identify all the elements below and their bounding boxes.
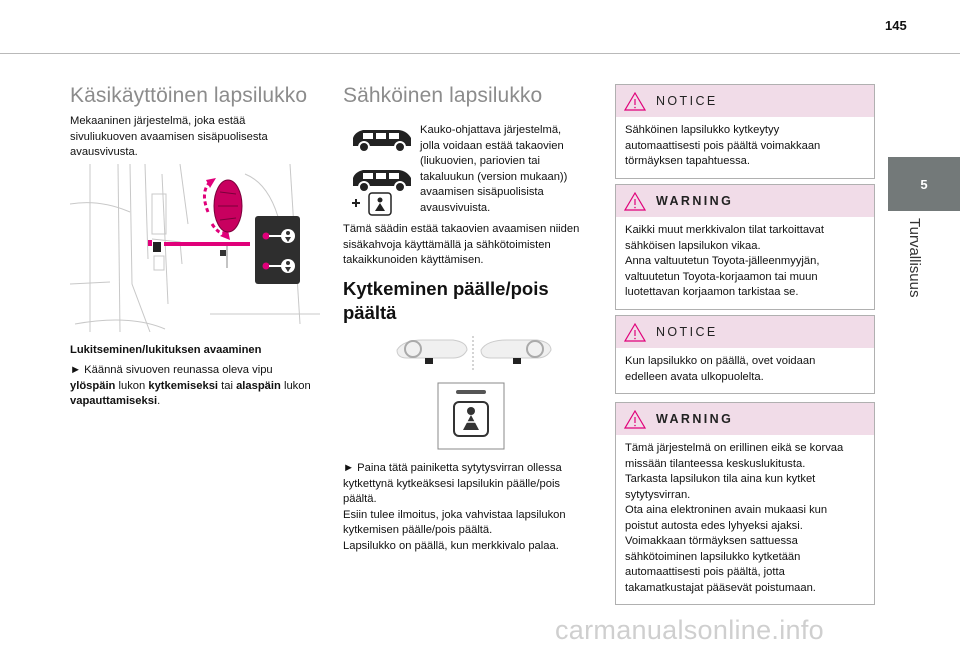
caution-triangle-icon — [624, 91, 646, 111]
warning-box — [615, 402, 875, 605]
warning-triangle-icon — [624, 409, 646, 429]
caution-triangle-icon — [624, 322, 646, 342]
watermark: carmanualsonline.info — [555, 615, 824, 645]
emphasis: alaspäin — [236, 379, 281, 392]
notice-box — [615, 315, 875, 394]
instruction-line: kytkettynä kytkeäksesi lapsilukin päälle/pois — [343, 477, 561, 490]
box-line: automaattisesti pois päältä, jotta — [625, 566, 785, 578]
child-lock-button-icon[interactable] — [437, 382, 505, 450]
box-line: Voimakkaan törmäyksen sattuessa — [625, 535, 798, 547]
notice-label: NOTICE — [656, 325, 718, 339]
box-line: Anna valtuutetun Toyota-jälleenmyyjän, — [625, 255, 820, 267]
heading-line: päältä — [343, 302, 397, 323]
box-line: poistut autosta edes lyhyeksi ajaksi. — [625, 519, 803, 532]
instruction-line: ► Käännä sivuoven reunassa oleva vipu — [70, 364, 273, 376]
heading-line: Kytkeminen päälle/pois — [343, 278, 549, 299]
warning-box — [615, 184, 875, 310]
dashboard-location-illustration — [393, 336, 555, 370]
instruction-line — [70, 379, 332, 395]
electric-child-lock-title: Sähköinen lapsilukko — [343, 84, 543, 107]
warning-triangle-icon — [624, 191, 646, 211]
intro-line: Mekaaninen järjestelmä, joka estää — [70, 115, 246, 127]
text: tai — [218, 379, 237, 392]
intro-line: (liukuovien, pariovien tai — [420, 155, 541, 168]
box-line: edelleen avata ulkopuolelta. — [625, 370, 764, 383]
notice-label: NOTICE — [656, 94, 718, 108]
manual-child-lock-intro — [70, 114, 330, 161]
instruction-line: kytkemisen päälle/pois päältä. — [343, 524, 493, 537]
box-line: missään tilanteessa keskuslukitusta. — [625, 457, 806, 470]
paragraph-line: takaikkunoiden käyttämisen. — [343, 254, 484, 267]
button-instruction — [343, 461, 605, 555]
warning-text — [616, 217, 874, 309]
box-line: Kun lapsilukko on päällä, ovet voidaan — [625, 355, 816, 367]
instruction-line: päältä. — [343, 493, 377, 506]
intro-line: jolla voidaan estää takaovien — [420, 139, 564, 152]
emphasis: vapauttamiseksi — [70, 395, 158, 408]
warning-label: WARNING — [656, 194, 734, 208]
box-line: luotettavan korjaamon tarkistaa se. — [625, 286, 799, 298]
box-line: sähkötoiminen lapsilukko kytketään — [625, 550, 801, 563]
intro-line: avausvivusta. — [70, 146, 138, 159]
emphasis: kytkemiseksi — [148, 379, 219, 392]
page-number: 145 — [885, 18, 907, 33]
intro-line: takaluukun (version mukaan)) — [420, 170, 568, 183]
instruction-line: Lapsilukko on päällä, kun merkkivalo palaa. — [343, 539, 559, 552]
instruction-line — [70, 394, 332, 410]
intro-line: sivuliukuoven avaamisen sisäpuolisesta — [70, 130, 268, 143]
text: . — [157, 395, 161, 408]
box-line: törmäyksen tapahtuessa. — [625, 155, 750, 167]
paragraph-line: sisäkahvoja käyttämällä ja sähkötoimisten — [343, 238, 551, 251]
box-line: Tarkasta lapsilukon tila aina kun kytket — [625, 473, 816, 485]
electric-child-lock-intro — [420, 123, 605, 217]
paragraph-line: Tämä säädin estää takaovien avaamisen niiden — [343, 223, 580, 235]
box-line: automaattisesti pois päältä voimakkaan — [625, 139, 821, 152]
van-sliding-door-icon — [349, 124, 415, 156]
intro-line: avausvivuista. — [420, 201, 491, 214]
box-line: Kaikki muut merkkivalon tilat tarkoittavat — [625, 224, 824, 236]
instruction-line: ► Paina tätä painiketta sytytysvirran ollessa — [343, 462, 562, 474]
chapter-tab[interactable]: 5 — [888, 157, 960, 211]
top-divider — [0, 53, 960, 54]
manual-child-lock-title: Käsikäyttöinen lapsilukko — [70, 84, 308, 107]
box-line: sähköisen lapsilukon vikaa. — [625, 239, 761, 252]
instruction-line: Esiin tulee ilmoitus, joka vahvistaa lapsilukon — [343, 508, 566, 521]
box-line: valtuutetun Toyota-korjaamon tai muun — [625, 270, 818, 283]
notice-text — [616, 348, 874, 393]
door-lever-illustration — [70, 164, 323, 332]
text: lukon — [115, 379, 149, 392]
box-line: sytytysvirran. — [625, 488, 691, 501]
intro-line: Kauko-ohjattava järjestelmä, — [420, 124, 562, 136]
chapter-label — [905, 218, 925, 328]
intro-line: avaamisen sisäpuolisista — [420, 186, 544, 199]
box-line: Sähköinen lapsilukko kytkeytyy — [625, 124, 780, 136]
emphasis: ylöspäin — [70, 379, 116, 392]
box-line: takamatkustajat pääsevät poistumaan. — [625, 581, 816, 594]
chapter-label-text: Turvallisuus — [906, 218, 923, 298]
notice-text — [616, 117, 874, 178]
text: lukon — [280, 379, 311, 392]
child-lock-option-icon — [349, 192, 415, 216]
control-description — [343, 222, 605, 269]
warning-header — [616, 185, 874, 217]
warning-text — [616, 435, 874, 604]
lever-caption: Lukitseminen/lukituksen avaaminen — [70, 344, 262, 356]
box-line: Tämä järjestelmä on erillinen eikä se korvaa — [625, 442, 844, 454]
switching-heading — [343, 277, 549, 325]
notice-box — [615, 84, 875, 179]
lever-instruction — [70, 363, 332, 410]
warning-label: WARNING — [656, 412, 734, 426]
box-line: Ota aina elektroninen avain mukaasi kun — [625, 504, 828, 516]
notice-header — [616, 316, 874, 348]
notice-header — [616, 85, 874, 117]
warning-header — [616, 403, 874, 435]
